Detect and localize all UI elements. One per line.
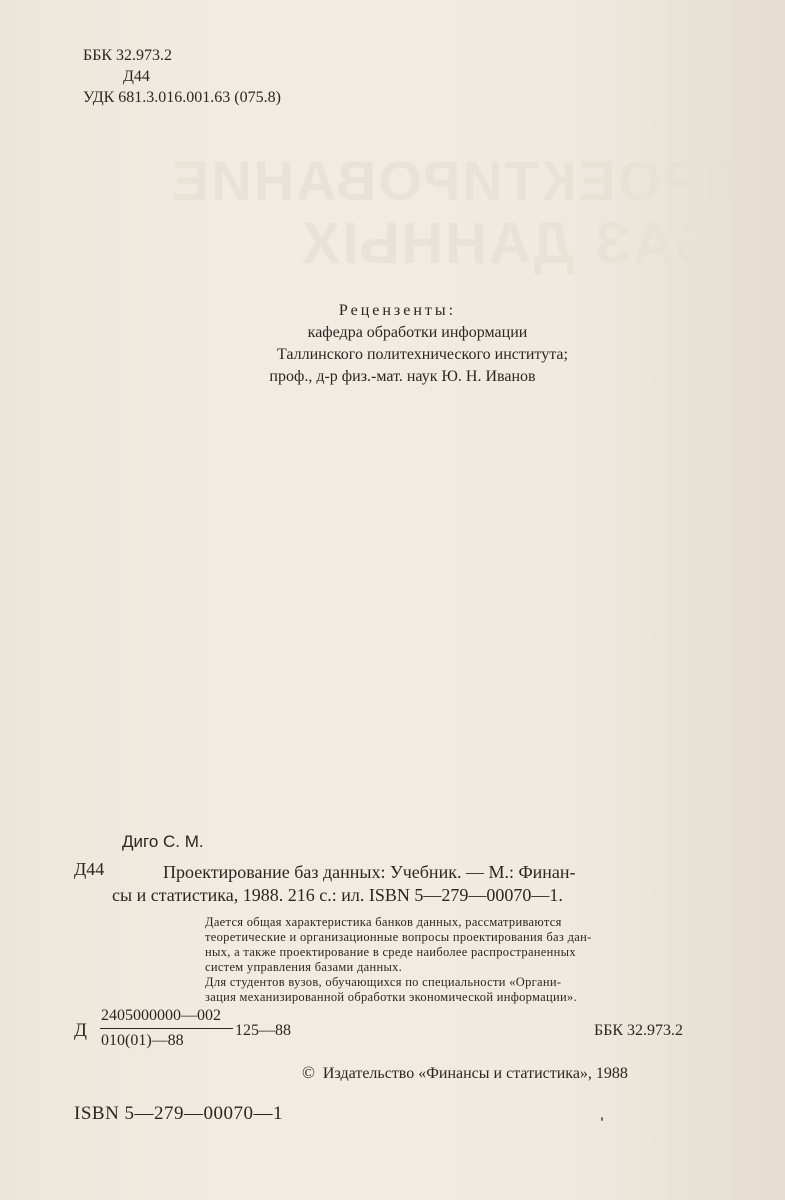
udk-code: УДК 681.3.016.001.63 (075.8)	[83, 89, 281, 106]
fraction-bar	[100, 1028, 233, 1029]
fraction-numerator: 2405000000—002	[101, 1007, 221, 1024]
abstract-line: зация механизированной обработки экономической информации».	[205, 990, 577, 1004]
isbn: ISBN 5—279—00070—1	[74, 1103, 284, 1124]
abstract-line: теоретические и организационные вопросы проектирования баз дан-	[205, 930, 592, 944]
card-abstract	[205, 915, 592, 1005]
show-through-text: ПРОЕКТИРОВАНИЕ	[170, 149, 743, 212]
fraction-denominator: 010(01)—88	[101, 1032, 184, 1049]
reviewer-line: Таллинского политехнического института;	[277, 346, 568, 363]
bibliographic-codes	[83, 45, 281, 108]
card-code: Д44	[74, 859, 105, 879]
show-through-text: БАЗ ДАННЫХ	[300, 211, 717, 276]
abstract-line: Дается общая характеристика банков данных, рассматриваются	[205, 915, 562, 929]
bbk-code: ББК 32.973.2	[83, 47, 173, 64]
author-mark: Д44	[123, 68, 150, 85]
reviewers-block	[0, 300, 785, 388]
fraction-letter: Д	[74, 1020, 87, 1041]
reviewer-line: проф., д-р физ.-мат. наук Ю. Н. Иванов	[269, 368, 536, 385]
fraction-number: 125—88	[235, 1022, 291, 1039]
copyright-text: Издательство «Финансы и статистика», 1988	[322, 1065, 628, 1082]
card-title-line: Проектирование баз данных: Учебник. — М.: Финан-	[163, 862, 576, 882]
reviewer-line: кафедра обработки информации	[307, 324, 528, 341]
card-bbk: ББК 32.973.2	[594, 1022, 684, 1039]
abstract-line: систем управления базами данных.	[205, 960, 403, 974]
card-title-line: сы и статистика, 1988. 216 с.: ил. ISBN 5—279—00070—1.	[112, 885, 563, 905]
abstract-line: ных, а также проектирование в среде наиболее распространенных	[205, 945, 576, 959]
copyright-line	[302, 1063, 628, 1083]
paper-speck	[601, 1117, 603, 1121]
copyright-icon: ©	[302, 1063, 315, 1082]
reviewers-heading: Рецензенты:	[338, 302, 457, 319]
abstract-line: Для студентов вузов, обучающихся по специальности «Органи-	[205, 975, 562, 989]
card-author: Диго С. М.	[122, 832, 204, 851]
